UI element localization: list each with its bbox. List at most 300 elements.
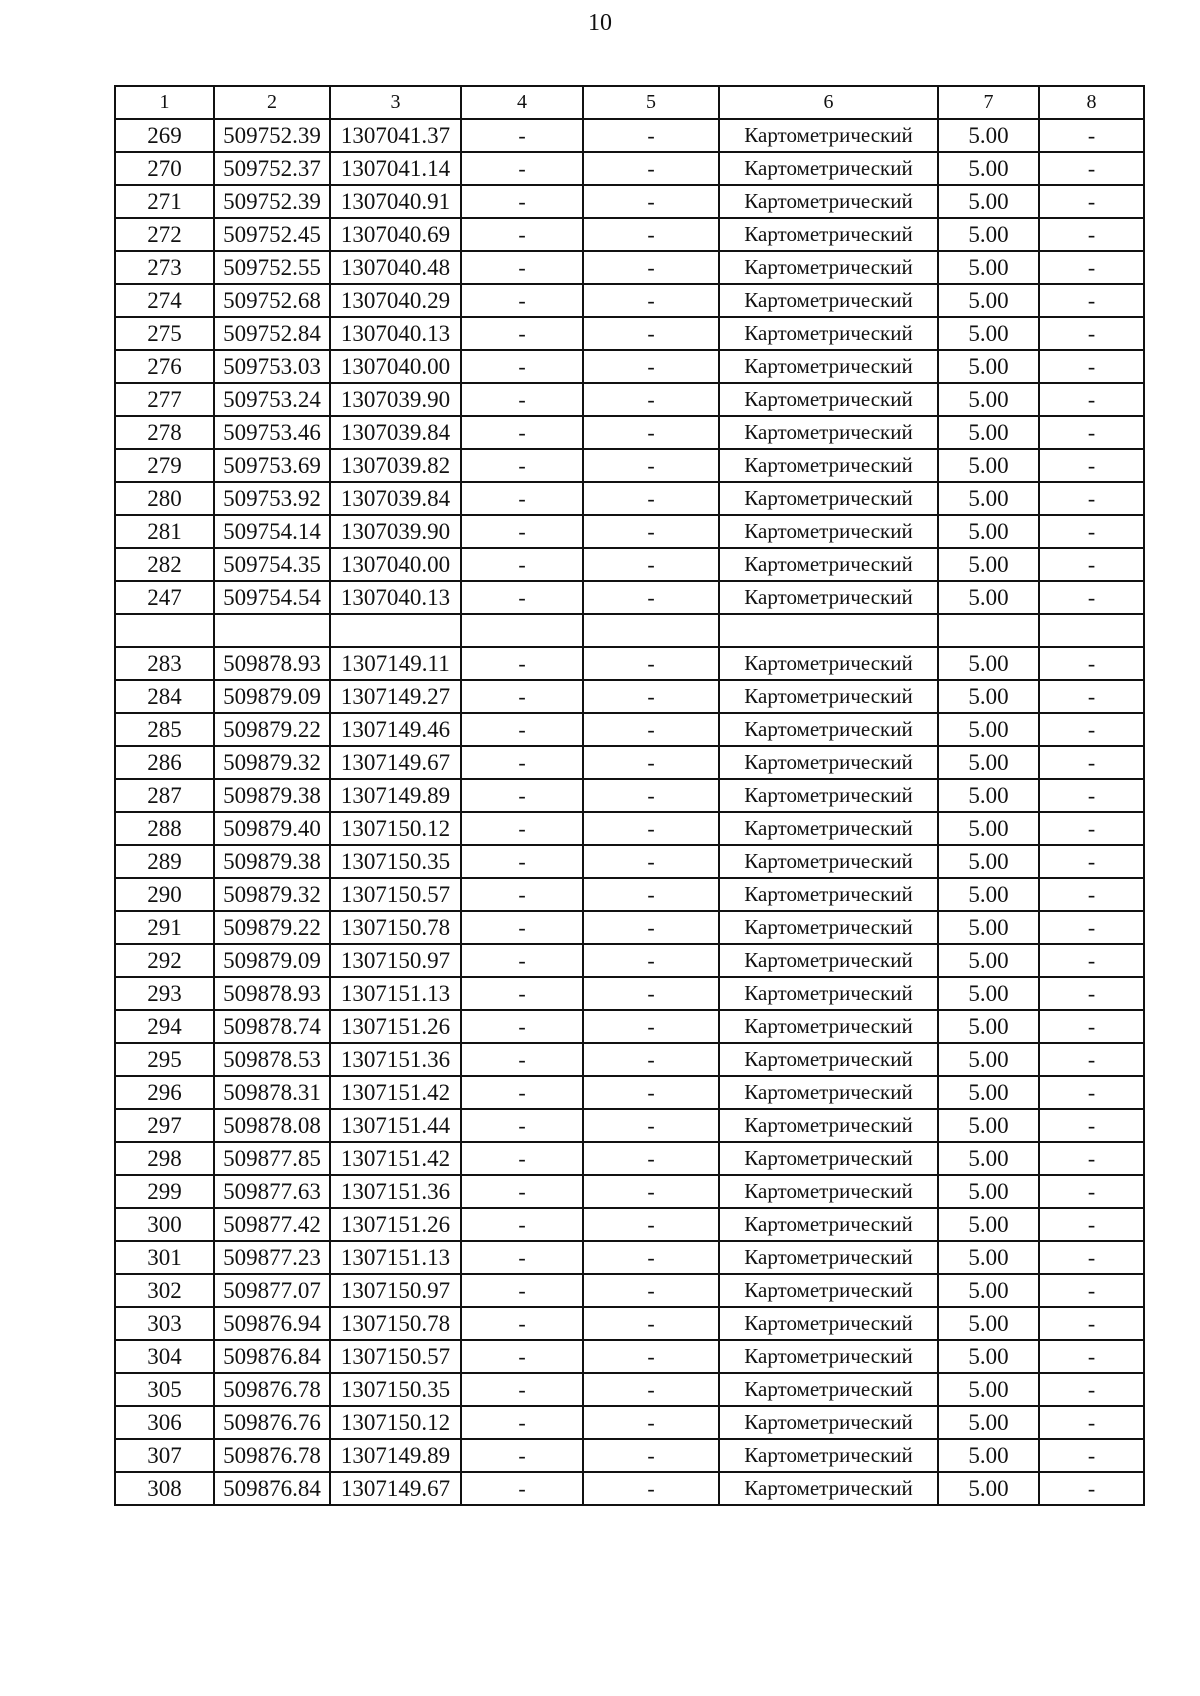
col5-cell: - [583,713,719,746]
x-coordinate-cell: 509752.68 [214,284,330,317]
y-coordinate-cell: 1307150.35 [330,1373,461,1406]
col5-cell: - [583,647,719,680]
table-row [115,1043,1144,1076]
x-coordinate-cell: 509753.46 [214,416,330,449]
point-number-cell: 283 [115,647,214,680]
accuracy-cell: 5.00 [938,581,1039,614]
col5-cell: - [583,152,719,185]
point-number-cell: 298 [115,1142,214,1175]
y-coordinate-cell: 1307150.35 [330,845,461,878]
y-coordinate-cell: 1307040.00 [330,548,461,581]
accuracy-cell: 5.00 [938,680,1039,713]
y-coordinate-cell: 1307151.26 [330,1208,461,1241]
col4-cell: - [461,878,583,911]
col4-cell: - [461,350,583,383]
accuracy-cell [938,614,1039,647]
table-row [115,482,1144,515]
point-number-cell: 290 [115,878,214,911]
method-cell: Картометрический [719,350,938,383]
accuracy-cell: 5.00 [938,779,1039,812]
point-number-cell: 276 [115,350,214,383]
accuracy-cell: 5.00 [938,746,1039,779]
col8-cell: - [1039,218,1144,251]
table-row [115,416,1144,449]
col4-cell: - [461,515,583,548]
table-row [115,713,1144,746]
col8-cell: - [1039,119,1144,152]
point-number-cell: 303 [115,1307,214,1340]
accuracy-cell: 5.00 [938,1208,1039,1241]
method-cell: Картометрический [719,1208,938,1241]
col8-cell: - [1039,1109,1144,1142]
col8-cell: - [1039,812,1144,845]
accuracy-cell: 5.00 [938,812,1039,845]
x-coordinate-cell: 509752.55 [214,251,330,284]
point-number-cell: 274 [115,284,214,317]
table-row [115,1109,1144,1142]
accuracy-cell: 5.00 [938,1175,1039,1208]
x-coordinate-cell: 509879.32 [214,878,330,911]
x-coordinate-cell: 509879.38 [214,779,330,812]
col8-cell: - [1039,317,1144,350]
y-coordinate-cell: 1307149.46 [330,713,461,746]
x-coordinate-cell: 509879.32 [214,746,330,779]
col5-cell: - [583,911,719,944]
accuracy-cell: 5.00 [938,878,1039,911]
table-row [115,1241,1144,1274]
y-coordinate-cell: 1307040.00 [330,350,461,383]
table-row [115,1076,1144,1109]
method-cell: Картометрический [719,152,938,185]
accuracy-cell: 5.00 [938,1472,1039,1505]
table-row [115,515,1144,548]
col8-cell: - [1039,977,1144,1010]
accuracy-cell: 5.00 [938,647,1039,680]
col5-cell: - [583,1109,719,1142]
col8-cell: - [1039,1373,1144,1406]
col4-cell: - [461,1274,583,1307]
y-coordinate-cell: 1307039.90 [330,383,461,416]
method-cell [719,614,938,647]
column-header: 6 [719,86,938,119]
point-number-cell: 289 [115,845,214,878]
method-cell: Картометрический [719,845,938,878]
x-coordinate-cell: 509879.09 [214,944,330,977]
method-cell: Картометрический [719,1274,938,1307]
x-coordinate-cell: 509876.84 [214,1472,330,1505]
point-number-cell: 297 [115,1109,214,1142]
accuracy-cell: 5.00 [938,1076,1039,1109]
col8-cell: - [1039,449,1144,482]
col5-cell: - [583,1241,719,1274]
accuracy-cell: 5.00 [938,1439,1039,1472]
col8-cell: - [1039,350,1144,383]
column-header: 5 [583,86,719,119]
y-coordinate-cell: 1307149.11 [330,647,461,680]
x-coordinate-cell: 509877.42 [214,1208,330,1241]
col8-cell: - [1039,482,1144,515]
col4-cell: - [461,1175,583,1208]
table-row [115,1472,1144,1505]
col5-cell: - [583,350,719,383]
method-cell: Картометрический [719,581,938,614]
accuracy-cell: 5.00 [938,185,1039,218]
col8-cell: - [1039,1472,1144,1505]
col8-cell: - [1039,515,1144,548]
x-coordinate-cell: 509754.14 [214,515,330,548]
col5-cell: - [583,1175,719,1208]
col4-cell: - [461,317,583,350]
table-row [115,218,1144,251]
point-number-cell: 285 [115,713,214,746]
column-header: 1 [115,86,214,119]
point-number-cell: 277 [115,383,214,416]
col4-cell: - [461,713,583,746]
point-number-cell: 308 [115,1472,214,1505]
point-number-cell: 305 [115,1373,214,1406]
col5-cell: - [583,383,719,416]
col8-cell: - [1039,1076,1144,1109]
table-row [115,1307,1144,1340]
table-row [115,548,1144,581]
x-coordinate-cell: 509879.09 [214,680,330,713]
table-row [115,845,1144,878]
col4-cell: - [461,1043,583,1076]
col5-cell: - [583,1010,719,1043]
col5-cell: - [583,878,719,911]
accuracy-cell: 5.00 [938,1274,1039,1307]
accuracy-cell: 5.00 [938,218,1039,251]
col5-cell: - [583,416,719,449]
method-cell: Картометрический [719,416,938,449]
y-coordinate-cell: 1307149.67 [330,1472,461,1505]
col8-cell: - [1039,878,1144,911]
y-coordinate-cell: 1307041.37 [330,119,461,152]
point-number-cell: 278 [115,416,214,449]
col8-cell: - [1039,680,1144,713]
y-coordinate-cell: 1307040.13 [330,581,461,614]
point-number-cell: 306 [115,1406,214,1439]
table-row [115,1439,1144,1472]
x-coordinate-cell: 509877.63 [214,1175,330,1208]
col5-cell: - [583,218,719,251]
y-coordinate-cell: 1307039.84 [330,416,461,449]
y-coordinate-cell: 1307040.13 [330,317,461,350]
accuracy-cell: 5.00 [938,383,1039,416]
accuracy-cell: 5.00 [938,1340,1039,1373]
col8-cell: - [1039,1274,1144,1307]
col4-cell: - [461,680,583,713]
table-row [115,284,1144,317]
point-number-cell: 300 [115,1208,214,1241]
point-number-cell: 273 [115,251,214,284]
method-cell: Картометрический [719,284,938,317]
method-cell: Картометрический [719,449,938,482]
col5-cell: - [583,1307,719,1340]
col4-cell: - [461,284,583,317]
method-cell: Картометрический [719,1076,938,1109]
x-coordinate-cell: 509878.31 [214,1076,330,1109]
y-coordinate-cell: 1307149.27 [330,680,461,713]
method-cell: Картометрический [719,680,938,713]
col5-cell: - [583,944,719,977]
col8-cell: - [1039,1439,1144,1472]
col8-cell: - [1039,548,1144,581]
table-row [115,383,1144,416]
point-number-cell: 294 [115,1010,214,1043]
table-row [115,647,1144,680]
point-number-cell: 302 [115,1274,214,1307]
accuracy-cell: 5.00 [938,284,1039,317]
x-coordinate-cell [214,614,330,647]
col5-cell: - [583,779,719,812]
col4-cell: - [461,218,583,251]
x-coordinate-cell: 509753.03 [214,350,330,383]
col5-cell: - [583,680,719,713]
accuracy-cell: 5.00 [938,317,1039,350]
x-coordinate-cell: 509753.69 [214,449,330,482]
method-cell: Картометрический [719,1010,938,1043]
method-cell: Картометрический [719,1472,938,1505]
x-coordinate-cell: 509752.84 [214,317,330,350]
col4-cell: - [461,251,583,284]
point-number-cell: 304 [115,1340,214,1373]
y-coordinate-cell: 1307151.36 [330,1043,461,1076]
point-number-cell: 271 [115,185,214,218]
x-coordinate-cell: 509754.35 [214,548,330,581]
x-coordinate-cell: 509752.37 [214,152,330,185]
col4-cell: - [461,548,583,581]
col5-cell: - [583,1274,719,1307]
col4-cell: - [461,416,583,449]
y-coordinate-cell: 1307149.89 [330,1439,461,1472]
col5-cell: - [583,581,719,614]
x-coordinate-cell: 509876.94 [214,1307,330,1340]
col4-cell: - [461,119,583,152]
x-coordinate-cell: 509753.24 [214,383,330,416]
x-coordinate-cell: 509879.22 [214,713,330,746]
y-coordinate-cell: 1307150.78 [330,1307,461,1340]
y-coordinate-cell: 1307041.14 [330,152,461,185]
col8-cell: - [1039,1208,1144,1241]
col8-cell: - [1039,185,1144,218]
x-coordinate-cell: 509876.78 [214,1373,330,1406]
method-cell: Картометрический [719,515,938,548]
col4-cell: - [461,746,583,779]
col8-cell: - [1039,911,1144,944]
method-cell: Картометрический [719,1109,938,1142]
method-cell: Картометрический [719,779,938,812]
x-coordinate-cell: 509754.54 [214,581,330,614]
col8-cell: - [1039,1043,1144,1076]
accuracy-cell: 5.00 [938,152,1039,185]
accuracy-cell: 5.00 [938,977,1039,1010]
x-coordinate-cell: 509752.39 [214,119,330,152]
method-cell: Картометрический [719,482,938,515]
method-cell: Картометрический [719,119,938,152]
col8-cell: - [1039,647,1144,680]
accuracy-cell: 5.00 [938,1043,1039,1076]
col8-cell: - [1039,845,1144,878]
col4-cell: - [461,581,583,614]
column-header: 8 [1039,86,1144,119]
x-coordinate-cell: 509877.23 [214,1241,330,1274]
col5-cell: - [583,1439,719,1472]
method-cell: Картометрический [719,1241,938,1274]
point-number-cell: 270 [115,152,214,185]
method-cell: Картометрический [719,218,938,251]
method-cell: Картометрический [719,383,938,416]
accuracy-cell: 5.00 [938,548,1039,581]
table-row [115,1175,1144,1208]
y-coordinate-cell: 1307151.13 [330,977,461,1010]
col8-cell: - [1039,251,1144,284]
col5-cell: - [583,284,719,317]
point-number-cell: 296 [115,1076,214,1109]
point-number-cell: 307 [115,1439,214,1472]
col8-cell: - [1039,581,1144,614]
x-coordinate-cell: 509876.84 [214,1340,330,1373]
y-coordinate-cell: 1307150.12 [330,1406,461,1439]
method-cell: Картометрический [719,812,938,845]
x-coordinate-cell: 509876.78 [214,1439,330,1472]
accuracy-cell: 5.00 [938,1109,1039,1142]
table-row [115,581,1144,614]
col4-cell: - [461,1439,583,1472]
table-row [115,1142,1144,1175]
table-row [115,1340,1144,1373]
y-coordinate-cell: 1307151.13 [330,1241,461,1274]
col4-cell: - [461,1109,583,1142]
y-coordinate-cell: 1307039.84 [330,482,461,515]
method-cell: Картометрический [719,1175,938,1208]
method-cell: Картометрический [719,746,938,779]
col8-cell: - [1039,944,1144,977]
point-number-cell: 280 [115,482,214,515]
table-row [115,350,1144,383]
method-cell: Картометрический [719,1406,938,1439]
accuracy-cell: 5.00 [938,251,1039,284]
point-number-cell: 293 [115,977,214,1010]
accuracy-cell: 5.00 [938,911,1039,944]
accuracy-cell: 5.00 [938,1142,1039,1175]
y-coordinate-cell: 1307151.26 [330,1010,461,1043]
col8-cell: - [1039,1307,1144,1340]
col4-cell: - [461,977,583,1010]
table-row [115,317,1144,350]
x-coordinate-cell: 509879.38 [214,845,330,878]
col8-cell: - [1039,152,1144,185]
method-cell: Картометрический [719,713,938,746]
accuracy-cell: 5.00 [938,350,1039,383]
x-coordinate-cell: 509878.74 [214,1010,330,1043]
method-cell: Картометрический [719,548,938,581]
point-number-cell: 286 [115,746,214,779]
accuracy-cell: 5.00 [938,944,1039,977]
y-coordinate-cell: 1307150.57 [330,1340,461,1373]
coordinates-table [114,85,1145,1506]
method-cell: Картометрический [719,1373,938,1406]
col4-cell: - [461,911,583,944]
x-coordinate-cell: 509879.40 [214,812,330,845]
col8-cell: - [1039,284,1144,317]
point-number-cell: 295 [115,1043,214,1076]
x-coordinate-cell: 509878.93 [214,647,330,680]
method-cell: Картометрический [719,1340,938,1373]
x-coordinate-cell: 509752.45 [214,218,330,251]
y-coordinate-cell: 1307039.90 [330,515,461,548]
col4-cell: - [461,1406,583,1439]
accuracy-cell: 5.00 [938,1241,1039,1274]
col4-cell: - [461,845,583,878]
method-cell: Картометрический [719,878,938,911]
y-coordinate-cell: 1307040.69 [330,218,461,251]
accuracy-cell: 5.00 [938,1307,1039,1340]
point-number-cell: 299 [115,1175,214,1208]
column-header: 2 [214,86,330,119]
table-row [115,152,1144,185]
col5-cell [583,614,719,647]
method-cell: Картометрический [719,1307,938,1340]
x-coordinate-cell: 509877.85 [214,1142,330,1175]
col8-cell: - [1039,1175,1144,1208]
col4-cell: - [461,944,583,977]
col5-cell: - [583,1142,719,1175]
col5-cell: - [583,119,719,152]
table-row [115,1406,1144,1439]
point-number-cell: 282 [115,548,214,581]
method-cell: Картометрический [719,977,938,1010]
method-cell: Картометрический [719,944,938,977]
col8-cell [1039,614,1144,647]
table-body [115,119,1144,1505]
col4-cell: - [461,449,583,482]
col4-cell: - [461,185,583,218]
col8-cell: - [1039,383,1144,416]
y-coordinate-cell: 1307151.36 [330,1175,461,1208]
col8-cell: - [1039,416,1144,449]
col4-cell: - [461,812,583,845]
y-coordinate-cell [330,614,461,647]
column-header: 4 [461,86,583,119]
col5-cell: - [583,1406,719,1439]
col4-cell: - [461,647,583,680]
col5-cell: - [583,977,719,1010]
col5-cell: - [583,1340,719,1373]
table-row [115,614,1144,647]
y-coordinate-cell: 1307040.29 [330,284,461,317]
y-coordinate-cell: 1307150.57 [330,878,461,911]
col8-cell: - [1039,746,1144,779]
table-row [115,911,1144,944]
accuracy-cell: 5.00 [938,449,1039,482]
col5-cell: - [583,1043,719,1076]
col5-cell: - [583,812,719,845]
table-row [115,944,1144,977]
table-row [115,1373,1144,1406]
col5-cell: - [583,185,719,218]
col4-cell: - [461,152,583,185]
y-coordinate-cell: 1307151.44 [330,1109,461,1142]
col5-cell: - [583,515,719,548]
method-cell: Картометрический [719,911,938,944]
col4-cell: - [461,1208,583,1241]
method-cell: Картометрический [719,185,938,218]
point-number-cell: 281 [115,515,214,548]
table-row [115,449,1144,482]
col5-cell: - [583,1208,719,1241]
col4-cell: - [461,1142,583,1175]
